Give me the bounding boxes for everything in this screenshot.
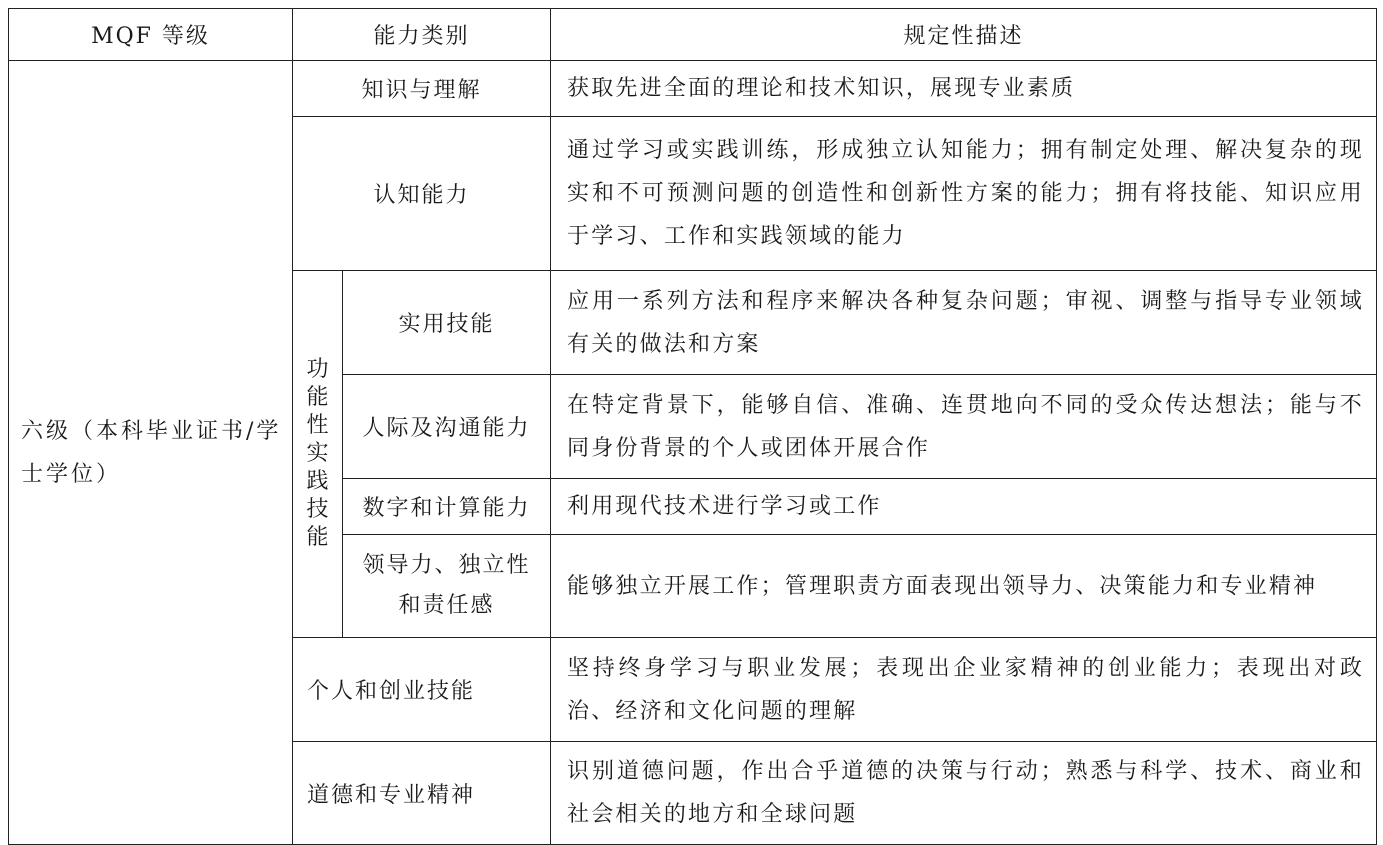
subcategory-cell: 实用技能 [343,271,551,375]
category-cell: 个人和创业技能 [293,638,551,742]
description-cell: 获取先进全面的理论和技术知识，展现专业素质 [551,61,1377,117]
description-cell: 利用现代技术进行学习或工作 [551,479,1377,535]
description-cell: 能够独立开展工作；管理职责方面表现出领导力、决策能力和专业精神 [551,535,1377,638]
header-category: 能力类别 [293,9,551,61]
header-level: MQF 等级 [9,9,293,61]
table-row [9,61,1377,117]
description-cell: 识别道德问题，作出合乎道德的决策与行动；熟悉与科学、技术、商业和社会相关的地方和全球问题 [551,742,1377,845]
description-cell: 通过学习或实践训练，形成独立认知能力；拥有制定处理、解决复杂的现实和不可预测问题的创造性和创新性方案的能力；拥有将技能、知识应用于学习、工作和实践领域的能力 [551,117,1377,271]
subcategory-cell: 数字和计算能力 [343,479,551,535]
functional-group-label: 功能性实践技能 [306,357,329,550]
header-row [9,9,1377,61]
header-description: 规定性描述 [551,9,1377,61]
category-cell: 道德和专业精神 [293,742,551,845]
level-cell: 六级（本科毕业证书/学士学位） [9,61,293,845]
subcategory-cell: 领导力、独立性和责任感 [343,535,551,638]
description-cell: 坚持终身学习与职业发展；表现出企业家精神的创业能力；表现出对政治、经济和文化问题的理解 [551,638,1377,742]
functional-group-cell [293,271,343,638]
mqf-level-table [8,8,1377,845]
description-cell: 在特定背景下，能够自信、准确、连贯地向不同的受众传达想法；能与不同身份背景的个人或团体开展合作 [551,375,1377,479]
category-cell: 知识与理解 [293,61,551,117]
description-cell: 应用一系列方法和程序来解决各种复杂问题；审视、调整与指导专业领域有关的做法和方案 [551,271,1377,375]
subcategory-cell: 人际及沟通能力 [343,375,551,479]
category-cell: 认知能力 [293,117,551,271]
